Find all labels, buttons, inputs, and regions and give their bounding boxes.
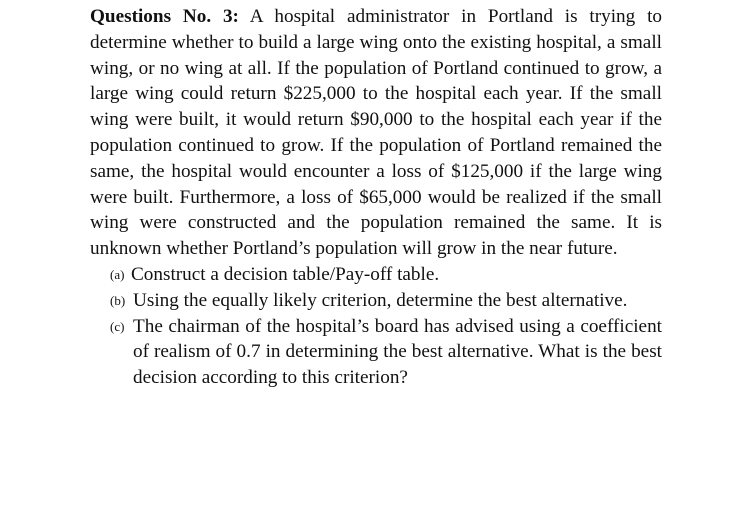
question-label: Questions No. 3: bbox=[90, 6, 239, 27]
sub-question-c-marker: (c) bbox=[110, 318, 125, 334]
sub-question-b-marker: (b) bbox=[110, 292, 126, 308]
sub-question-a bbox=[110, 262, 662, 288]
sub-question-a-marker: (a) bbox=[110, 266, 125, 282]
question-3 bbox=[90, 4, 662, 391]
sub-question-list bbox=[90, 262, 662, 391]
sub-question-c bbox=[110, 314, 662, 391]
question-stem bbox=[90, 4, 662, 262]
document-page bbox=[90, 4, 662, 391]
sub-question-b-text: Using the equally likely criterion, determine the best alternative. bbox=[133, 289, 628, 311]
sub-question-c-text: The chairman of the hospital’s board has advised using a coefficient of realism of 0.7 in determining the best alternative. What is the best decision according to this criterion? bbox=[133, 315, 662, 389]
sub-question-b bbox=[110, 288, 662, 314]
sub-question-a-text: Construct a decision table/Pay-off table. bbox=[131, 263, 440, 285]
question-body: A hospital administrator in Portland is trying to determine whether to build a large wing onto the existing hospital, a small wing, or no wing at all. If the population of Portland continued to grow, a large wing could return $225,000 to the hospital each year. If the small wing were built, it would return $90,000 to the hospital each year if the population continued to grow. If the population of Portland remained the same, the hospital would encounter a loss of $125,000 if the large wing were built. Furthermore, a loss of $65,000 would be realized if the small wing were constructed and the population remained the same. It is unknown whether Portland’s population will grow in the near future. bbox=[90, 6, 662, 260]
